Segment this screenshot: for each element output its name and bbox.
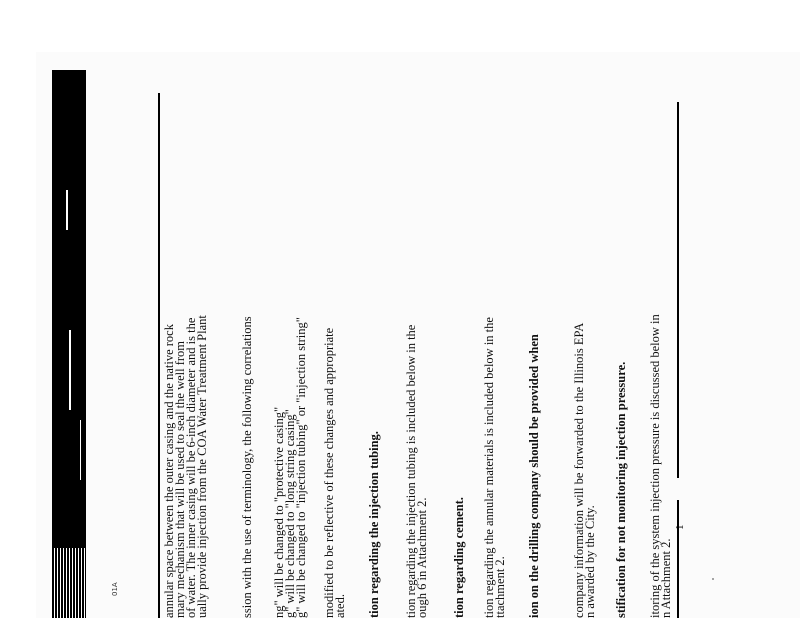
text-line: g" will be changed to "long string casing" xyxy=(283,409,297,618)
scan-scratch xyxy=(66,190,68,230)
text-line: itoring of the system injection pressure is discussed below in xyxy=(648,314,662,618)
text-line: company information will be forwarded to the Illinois EPA xyxy=(572,322,586,618)
scan-edge-lines xyxy=(52,548,86,618)
text-line: ssion with the use of terminology, the following correlations xyxy=(240,316,254,618)
right-margin-rule xyxy=(677,102,679,618)
scan-scratch xyxy=(69,330,71,410)
rule-gap xyxy=(677,478,679,500)
text-line: tion regarding the annular materials is included below in the xyxy=(482,317,496,618)
text-line: n Attachment 2. xyxy=(659,538,673,618)
text-line: g" will be changed to "injection tubing" or "injection string" xyxy=(294,317,308,618)
text-line: tion regarding the injection tubing is included below in the xyxy=(404,324,418,618)
scan-speck xyxy=(712,578,714,580)
text-line: modified to be reflective of these changes and appropriate xyxy=(322,327,336,618)
text-line: of water. The inner casing will be 6-inch diameter and is the xyxy=(184,317,198,618)
text-line: ion on the drilling company should be provided when xyxy=(527,334,541,618)
text-line: annular space between the outer casing and the native rock xyxy=(162,324,176,618)
text-line: stification for not monitoring injection pressure. xyxy=(614,361,628,618)
side-mark: 01A xyxy=(111,582,119,596)
text-line: ated. xyxy=(333,594,347,618)
page-number: 1 xyxy=(674,524,686,530)
text-line: ough 6 in Attachment 2. xyxy=(415,497,429,618)
text-line: mary mechanism that will be used to seal the well from xyxy=(173,340,187,618)
left-margin-rule xyxy=(158,93,160,618)
text-line: tion regarding the injection tubing. xyxy=(367,431,381,618)
scan-scratch xyxy=(80,420,81,480)
text-line: ually provide injection from the COA Water Treatment Plant xyxy=(195,315,209,618)
text-line: ng" will be changed to "protective casing" xyxy=(272,406,286,618)
text-line: n awarded by the City. xyxy=(583,505,597,618)
document-text xyxy=(162,98,686,618)
text-line: ttachment 2. xyxy=(493,556,507,618)
text-line: tion regarding cement. xyxy=(452,497,466,618)
